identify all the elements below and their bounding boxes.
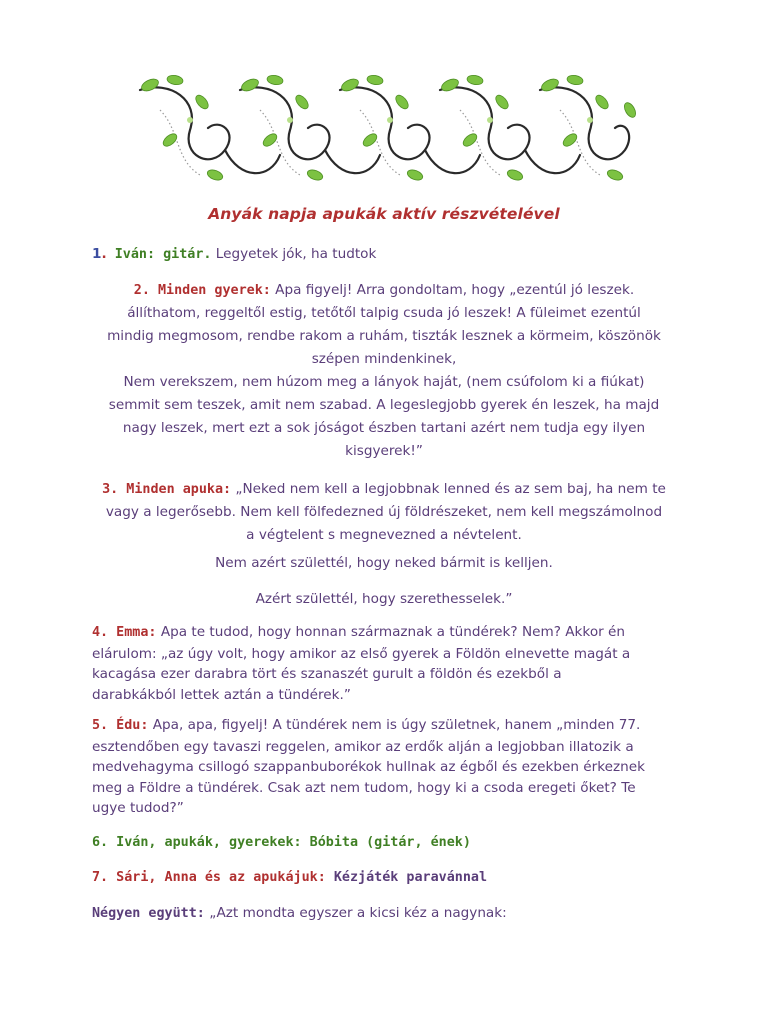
item-3-label: 3. Minden apuka: bbox=[102, 482, 232, 497]
item-5-line: medvehagyma csillogó szappanbuborékok hullnak az égből és ezekben érkeznek bbox=[92, 759, 645, 775]
item-2-line: semmit sem teszek, amit nem szabad. A legeslegjobb gyerek én leszek, ha majd bbox=[108, 397, 660, 413]
item-5-text: Apa, apa, figyelj! A tündérek nem is úgy születnek, hanem „minden 77. bbox=[148, 717, 641, 733]
item-1 bbox=[92, 243, 680, 266]
item-4-text: Apa te tudod, hogy honnan származnak a tündérek? Nem? Akkor én bbox=[156, 624, 626, 640]
item-3-line: a végtelent s megnevezned a névtelent. bbox=[246, 527, 522, 543]
item-2-text: Apa figyelj! Arra gondoltam, hogy „ezentúl jó leszek. bbox=[270, 282, 635, 298]
item-2-line: kisgyerek!” bbox=[345, 443, 423, 459]
item-5-line: meg a Földre a tündérek. Csak azt nem tudom, hogy ki a csoda eregeti őket? Te bbox=[92, 779, 636, 796]
item-3-line-5: Azért születtél, hogy szerethesselek.” bbox=[255, 591, 513, 607]
item-4-line-1 bbox=[92, 622, 676, 644]
item-2-line: nagy leszek, mert ezt a sok jóságot észben tartani azért nem tudja egy ilyen bbox=[122, 420, 646, 436]
item-1-number: 1 bbox=[92, 246, 102, 262]
item-3-line: vagy a legerősebb. Nem kell fölfedezned új földrészeket, nem kell megszámolnod bbox=[105, 504, 663, 520]
item-2-line: állíthatom, reggeltől estig, tetőtől talpig csuda jó leszek! A füleimet ezentúl bbox=[127, 305, 641, 321]
item-8 bbox=[92, 902, 680, 925]
item-4-label: 4. Emma: bbox=[92, 625, 157, 640]
item-2-line: mindig megmosom, rendbe rakom a ruhám, tiszták lesznek a körmeim, köszönök bbox=[107, 328, 661, 344]
item-7 bbox=[92, 866, 680, 889]
item-3-line-4: Nem azért születtél, hogy neked bármit is kelljen. bbox=[215, 555, 553, 571]
item-2-line: Nem verekszem, nem húzom meg a lányok haját, (nem csúfolom ki a fiúkat) bbox=[123, 374, 645, 390]
item-7-label: 7. Sári, Anna és az apukájuk: bbox=[92, 870, 326, 885]
item-5-label: 5. Édu: bbox=[92, 718, 149, 733]
item-3 bbox=[82, 478, 686, 547]
item-1-label: Iván: gitár. bbox=[106, 247, 212, 262]
item-5-line: esztendőben egy tavaszi reggelen, amikor az erdők alján a legjobban illatozik a bbox=[92, 738, 634, 755]
item-7-text: Kézjáték paravánnal bbox=[325, 870, 488, 885]
item-5-line: ugye tudod?” bbox=[92, 800, 184, 816]
item-3-text: „Neked nem kell a legjobbnak lenned és az sem baj, ha nem te bbox=[231, 481, 666, 497]
item-2-line-1 bbox=[82, 279, 686, 302]
item-1-text: Legyetek jók, ha tudtok bbox=[211, 246, 377, 262]
item-2-line: szépen mindenkinek, bbox=[311, 351, 457, 367]
item-5 bbox=[92, 715, 676, 819]
item-6-label: 6. Iván, apukák, gyerekek: bbox=[92, 835, 302, 850]
item-5-line-1 bbox=[92, 715, 676, 737]
item-2-label: 2. Minden gyerek: bbox=[133, 283, 271, 298]
item-8-label: Négyen együtt: bbox=[92, 906, 205, 921]
item-3-line-1 bbox=[82, 478, 686, 501]
item-6 bbox=[92, 831, 680, 854]
document-title: Anyák napja apukák aktív részvételével bbox=[208, 205, 560, 223]
item-4-line: kacagása ezer darabra tört és szanaszét gurult a földön és ezekből a bbox=[92, 666, 562, 682]
vine-decoration bbox=[130, 70, 640, 195]
item-4-line: elárulom: „az úgy volt, hogy amikor az első gyerek a Földön elnevette magát a bbox=[92, 645, 631, 662]
item-2 bbox=[82, 279, 686, 463]
item-1-dot: . bbox=[101, 246, 107, 262]
item-6-text: Bóbita (gitár, ének) bbox=[301, 835, 471, 850]
item-8-text: „Azt mondta egyszer a kicsi kéz a nagynak: bbox=[204, 905, 507, 921]
item-4-line: darabkákból lettek aztán a tündérek.” bbox=[92, 686, 351, 703]
item-4 bbox=[92, 622, 676, 705]
